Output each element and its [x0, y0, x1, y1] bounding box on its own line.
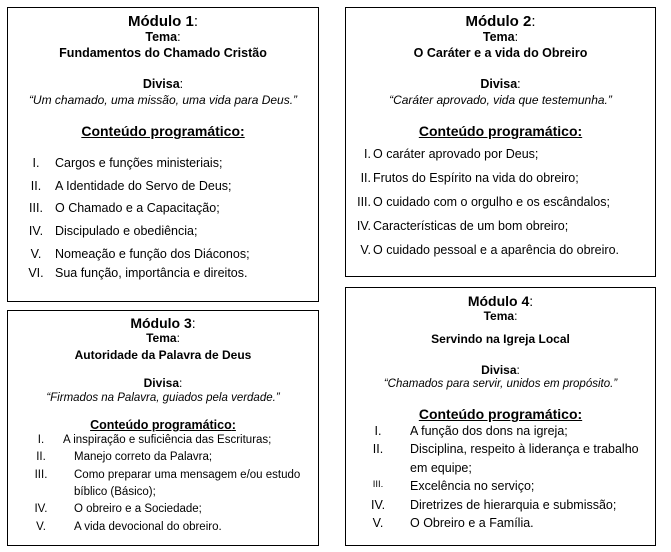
list-item [8, 451, 318, 468]
divisa-text: “Chamados para servir, unidos em propósito.” [383, 378, 618, 391]
item-number: III. [372, 479, 384, 491]
item-number: II. [36, 451, 46, 464]
item-number: V. [372, 516, 384, 531]
divisa-label: Divisa: [142, 77, 184, 92]
list-item [346, 442, 655, 460]
item-text: O caráter aprovado por Deus; [373, 147, 539, 162]
list-item [8, 224, 318, 247]
list-item [346, 498, 655, 516]
item-number: VI. [28, 265, 44, 280]
conteudo-heading: Conteúdo programático: [90, 418, 236, 433]
list-item [346, 479, 655, 497]
item-text: Como preparar uma mensagem e/ou estudo [74, 468, 301, 481]
module-2-card [345, 7, 656, 277]
item-number: II. [30, 178, 42, 193]
item-number: I. [37, 434, 45, 447]
item-text: A vida devocional do obreiro. [74, 520, 222, 533]
item-text: Diretrizes de hierarquia e submissão; [410, 497, 617, 512]
item-number: V. [36, 520, 46, 533]
module-4-card [345, 287, 656, 546]
item-number: III. [34, 468, 48, 481]
item-number: IV. [34, 503, 48, 516]
conteudo-list [8, 434, 318, 538]
item-number: V. [360, 243, 371, 258]
item-number: I. [374, 424, 382, 439]
tema-label: Tema: [145, 30, 181, 45]
module-title: Módulo 4: [467, 293, 534, 309]
list-item-continuation [346, 461, 655, 479]
item-text: Cargos e funções ministeriais; [55, 156, 223, 171]
module-title: Módulo 1: [128, 13, 198, 30]
tema-text: Autoridade da Palavra de Deus [74, 348, 252, 363]
item-text: Nomeação e função dos Diáconos; [55, 246, 250, 261]
item-number: II. [372, 442, 384, 457]
list-item [346, 516, 655, 534]
tema-text: Fundamentos do Chamado Cristão [59, 46, 267, 61]
item-text: A função dos dons na igreja; [410, 424, 568, 439]
item-number: V. [30, 246, 42, 261]
list-item [346, 219, 655, 243]
list-item [8, 521, 318, 538]
item-text: O obreiro e a Sociedade; [74, 503, 202, 516]
item-number: II. [360, 171, 371, 186]
list-item [346, 171, 655, 195]
list-item [8, 503, 318, 520]
list-item [346, 147, 655, 171]
list-item [8, 469, 318, 486]
list-item [8, 179, 318, 202]
item-text: A Identidade do Servo de Deus; [55, 178, 232, 193]
conteudo-list [346, 147, 655, 267]
list-item [8, 434, 318, 451]
module-1-card [7, 7, 319, 302]
list-item-continuation [8, 486, 318, 503]
list-item [346, 195, 655, 219]
item-number: I. [32, 156, 40, 171]
item-text: Sua função, importância e direitos. [55, 265, 248, 280]
divisa-text: “Caráter aprovado, vida que testemunha.” [389, 93, 612, 108]
item-text: A inspiração e suficiência das Escrituras; [63, 434, 272, 447]
tema-label: Tema: [483, 309, 518, 324]
tema-label: Tema: [482, 30, 519, 45]
list-item [346, 424, 655, 442]
item-number: I. [364, 147, 371, 162]
item-number: III. [357, 195, 371, 210]
conteudo-list [8, 156, 318, 288]
module-title: Módulo 3: [130, 315, 196, 331]
item-text: O cuidado pessoal e a aparência do obreiro. [373, 243, 619, 258]
conteudo-heading: Conteúdo programático: [418, 123, 583, 140]
item-number: IV. [356, 219, 371, 234]
divisa-label: Divisa: [480, 77, 521, 92]
conteudo-heading: Conteúdo programático: [418, 406, 583, 423]
item-text: bíblico (Básico); [74, 485, 156, 498]
conteudo-list [346, 424, 655, 534]
divisa-text: “Firmados na Palavra, guiados pela verdade.” [46, 392, 280, 405]
tema-label: Tema: [146, 331, 180, 346]
item-text: Discipulado e obediência; [55, 224, 198, 239]
item-text: Excelência no serviço; [410, 479, 535, 494]
item-text: O Obreiro e a Família. [410, 516, 534, 531]
item-text: Manejo correto da Palavra; [74, 451, 213, 464]
list-item [346, 243, 655, 267]
conteudo-heading: Conteúdo programático: [81, 123, 245, 140]
item-text: Frutos do Espírito na vida do obreiro; [373, 171, 579, 186]
item-text: Características de um bom obreiro; [373, 219, 569, 234]
item-text: em equipe; [410, 460, 472, 475]
item-number: III. [29, 201, 43, 216]
item-number: IV. [371, 497, 386, 512]
divisa-text: “Um chamado, uma missão, uma vida para Deus.” [28, 93, 298, 108]
item-text: Disciplina, respeito à liderança e trabalho [410, 442, 639, 457]
list-item [8, 156, 318, 179]
divisa-label: Divisa: [143, 376, 183, 391]
divisa-label: Divisa: [481, 363, 520, 378]
item-text: O Chamado e a Capacitação; [55, 201, 220, 216]
module-3-card [7, 310, 319, 546]
list-item [8, 201, 318, 224]
tema-text: O Caráter e a vida do Obreiro [413, 46, 588, 61]
list-item [8, 266, 318, 289]
item-number: IV. [28, 224, 44, 239]
item-text: O cuidado com o orgulho e os escândalos; [373, 195, 610, 210]
list-item [8, 247, 318, 266]
module-title: Módulo 2: [465, 13, 536, 30]
tema-text: Servindo na Igreja Local [431, 332, 570, 347]
